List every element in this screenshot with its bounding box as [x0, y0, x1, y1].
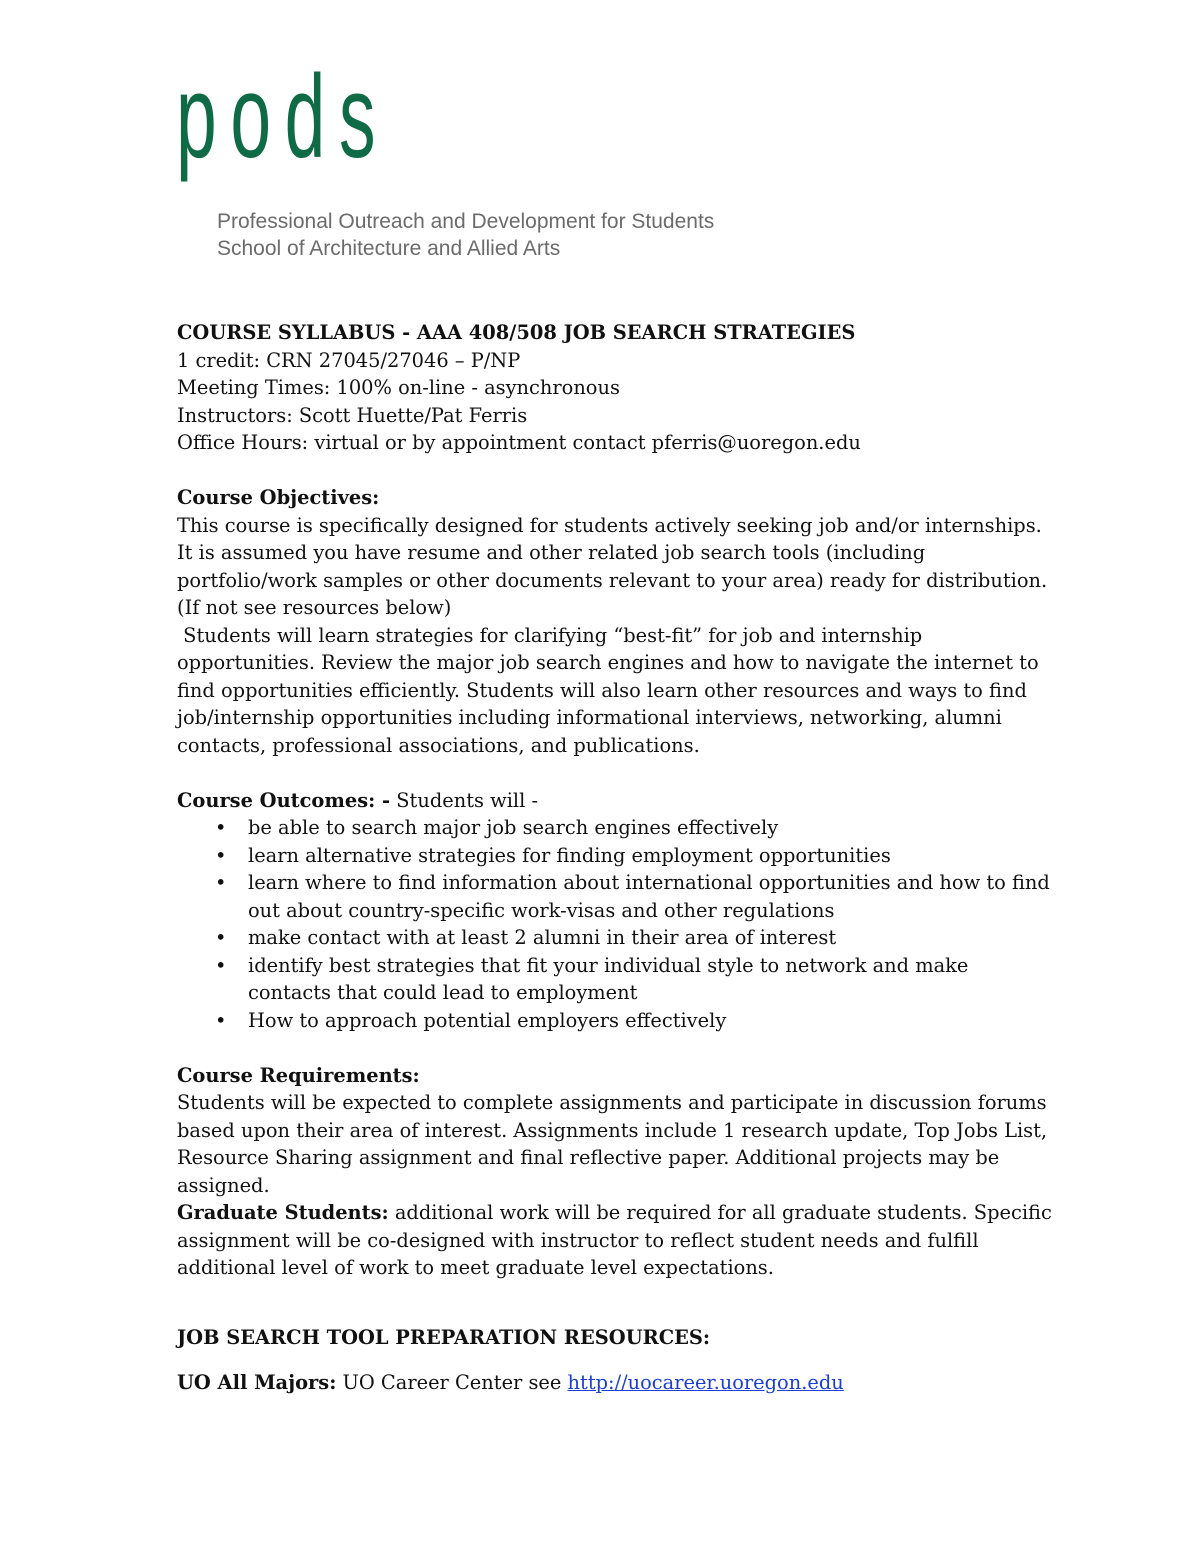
resources-heading: JOB SEARCH TOOL PREPARATION RESOURCES:: [177, 1325, 711, 1349]
list-item: • be able to search major job search engines effectively: [248, 814, 1057, 842]
outcomes-heading-line: [177, 787, 1057, 815]
list-item: • identify best strategies that fit your individual style to network and make contacts that could lead to employment: [248, 952, 1057, 1007]
credit-line: 1 credit: CRN 27045/27046 – P/NP: [177, 348, 521, 372]
list-item: • How to approach potential employers effectively: [248, 1007, 1057, 1035]
list-item: • learn where to find information about international opportunities and how to find out about country-specific work-visas and other regulations: [248, 869, 1057, 924]
office-hours: Office Hours: virtual or by appointment contact pferris@uoregon.edu: [177, 431, 861, 454]
uo-career-link[interactable]: http://uocareer.uoregon.edu: [567, 1371, 844, 1394]
list-item: • make contact with at least 2 alumni in their area of interest: [248, 924, 1057, 952]
outcomes-intro: Students will -: [390, 788, 539, 812]
graduate-students-text: additional work will be required for all graduate students. Specific assignment will be co-designed with instructor to reflect student needs and fulfill additional level of work to meet graduate level expectations.: [177, 1201, 1052, 1279]
objectives-heading: Course Objectives:: [177, 486, 380, 509]
graduate-students-label: Graduate Students:: [177, 1201, 389, 1224]
pods-logo: pods: [176, 51, 390, 183]
objectives-paragraph-2: Students will learn strategies for clarifying “best-fit” for job and internship opportunities. Review the major job search engines and how to navigate the internet to find opportunities efficiently. Students will also learn other resources and ways to find job/internship opportunities including informational interviews, networking, alumni contacts, professional associations, and publications.: [177, 623, 1039, 757]
meeting-times: Meeting Times: 100% on-line - asynchronous: [177, 376, 620, 399]
objectives-paragraph-1: This course is specifically designed for students actively seeking job and/or internships. It is assumed you have resume and other related job search tools (including portfolio/work samples or other documents relevant to your area) ready for distribution. (If not see resources below): [177, 513, 1048, 619]
uo-majors-label: UO All Majors:: [177, 1371, 337, 1394]
syllabus-body: [177, 319, 1057, 1397]
outcomes-heading: Course Outcomes: -: [177, 788, 391, 812]
graduate-students-paragraph: [177, 1199, 1057, 1282]
list-item: • learn alternative strategies for finding employment opportunities: [248, 842, 1057, 870]
uo-majors-line: [177, 1369, 1057, 1397]
requirements-paragraph: Students will be expected to complete assignments and participate in discussion forums based upon their area of interest. Assignments include 1 research update, Top Jobs List, Resource Sharing assignment and final reflective paper. Additional projects may be assigned.: [177, 1091, 1048, 1197]
logo-subtitle-line1: Professional Outreach and Development for Students: [217, 210, 715, 233]
outcomes-list: [177, 814, 1057, 1034]
instructors: Instructors: Scott Huette/Pat Ferris: [177, 403, 528, 427]
requirements-heading: Course Requirements:: [177, 1063, 420, 1087]
syllabus-title: COURSE SYLLABUS - AAA 408/508 JOB SEARCH STRATEGIES: [177, 321, 856, 344]
uo-majors-text: UO Career Center see: [336, 1371, 568, 1394]
logo-subtitle-line2: School of Architecture and Allied Arts: [217, 237, 561, 260]
